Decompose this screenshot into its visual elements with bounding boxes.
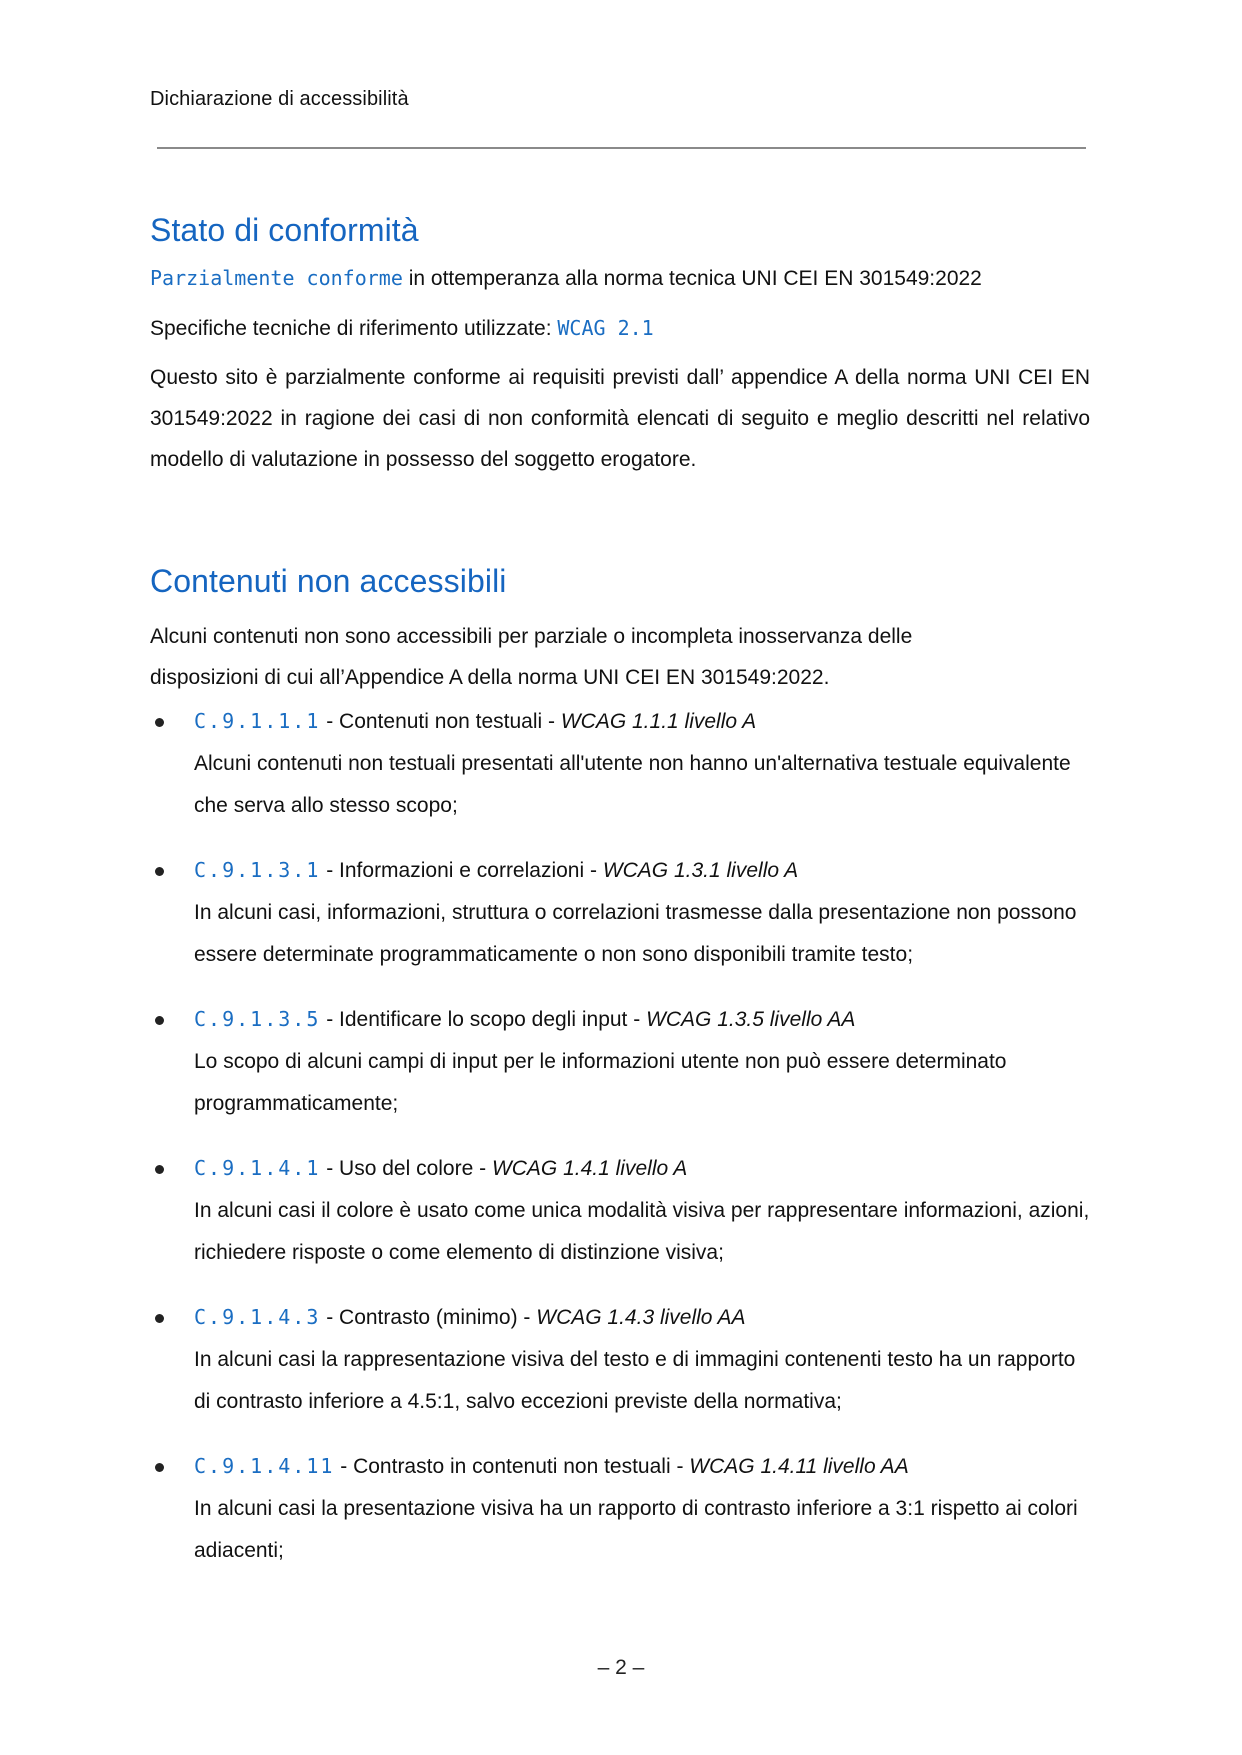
- item-code: C.9.1.3.5: [194, 1007, 321, 1031]
- item-code: C.9.1.3.1: [194, 858, 321, 882]
- conformity-description: Questo sito è parzialmente conforme ai requisiti previsti dall’ appendice A della norma UNI CEI EN 301549:2022 in ragione dei casi di non conformità elencati di seguito e meglio descritti nel relativo modello di valutazione in possesso del soggetto erogatore.: [150, 366, 1090, 471]
- page-number: – 2 –: [597, 1656, 645, 1679]
- item-name: - Informazioni e correlazioni -: [320, 859, 603, 882]
- item-name: - Contrasto in contenuti non testuali -: [334, 1455, 690, 1478]
- intro-line-1: Alcuni contenuti non sono accessibili per parziale o incompleta inosservanza delle: [150, 625, 913, 648]
- item-code: C.9.1.4.11: [194, 1454, 335, 1478]
- specs-label: Specifiche tecniche di riferimento utilizzate:: [150, 317, 558, 340]
- section-title-conformity: Stato di conformità: [150, 212, 419, 248]
- list-item: [150, 1147, 1090, 1274]
- item-code: C.9.1.4.3: [194, 1305, 321, 1329]
- item-description: In alcuni casi la rappresentazione visiva del testo e di immagini contenenti testo ha un rapporto di contrasto inferiore a 4.5:1, salvo eccezioni previste della normativa;: [194, 1348, 1076, 1413]
- item-description: In alcuni casi, informazioni, struttura o correlazioni trasmesse dalla presentazione non possono essere determinate programmaticamente o non sono disponibili tramite testo;: [194, 901, 1077, 966]
- intro-line-2: disposizioni di cui all’Appendice A della norma UNI CEI EN 301549:2022.: [150, 666, 830, 689]
- item-wcag: WCAG 1.4.1 livello A: [491, 1157, 688, 1180]
- bullet-icon: [155, 1016, 164, 1025]
- item-name: - Contenuti non testuali -: [320, 710, 561, 733]
- item-title: [194, 1455, 909, 1478]
- item-name: - Uso del colore -: [320, 1157, 492, 1180]
- item-wcag: WCAG 1.3.5 livello AA: [646, 1008, 856, 1031]
- conformity-status-suffix: in ottemperanza alla norma tecnica UNI CEI EN 301549:2022: [402, 267, 982, 290]
- item-name: - Contrasto (minimo) -: [320, 1306, 537, 1329]
- specs-value: WCAG 2.1: [557, 316, 654, 340]
- item-title: [194, 1306, 746, 1329]
- non-accessible-intro: [150, 616, 1090, 698]
- item-wcag: WCAG 1.4.11 livello AA: [689, 1455, 909, 1478]
- bullet-icon: [155, 867, 164, 876]
- running-header: Dichiarazione di accessibilità: [150, 88, 409, 110]
- item-title: [194, 710, 756, 733]
- item-wcag: WCAG 1.4.3 livello AA: [536, 1306, 746, 1329]
- section-title-non-accessible: Contenuti non accessibili: [150, 563, 507, 599]
- item-code: C.9.1.1.1: [194, 709, 321, 733]
- item-description: In alcuni casi il colore è usato come unica modalità visiva per rappresentare informazioni, azioni, richiedere risposte o come elemento di distinzione visiva;: [194, 1199, 1090, 1264]
- list-item: [150, 1296, 1090, 1423]
- bullet-icon: [155, 1165, 164, 1174]
- conformity-status-value: Parzialmente conforme: [150, 266, 403, 290]
- item-wcag: WCAG 1.1.1 livello A: [560, 710, 757, 733]
- item-description: Lo scopo di alcuni campi di input per le informazioni utente non può essere determinato programmaticamente;: [194, 1050, 1007, 1115]
- list-item: [150, 849, 1090, 976]
- item-description: In alcuni casi la presentazione visiva ha un rapporto di contrasto inferiore a 3:1 rispetto ai colori adiacenti;: [194, 1497, 1078, 1562]
- item-description: Alcuni contenuti non testuali presentati all'utente non hanno un'alternativa testuale equivalente che serva allo stesso scopo;: [194, 752, 1071, 817]
- item-wcag: WCAG 1.3.1 livello A: [602, 859, 799, 882]
- item-title: [194, 1008, 855, 1031]
- bullet-icon: [155, 1463, 164, 1472]
- list-item: [150, 1445, 1090, 1572]
- item-title: [194, 1157, 687, 1180]
- non-conformity-list: [150, 700, 1090, 1594]
- item-code: C.9.1.4.1: [194, 1156, 321, 1180]
- conformity-status-line: [150, 257, 982, 300]
- list-item: [150, 700, 1090, 827]
- header-divider: [157, 147, 1086, 149]
- bullet-icon: [155, 718, 164, 727]
- specs-line: [150, 307, 654, 350]
- item-name: - Identificare lo scopo degli input -: [320, 1008, 647, 1031]
- list-item: [150, 998, 1090, 1125]
- bullet-icon: [155, 1314, 164, 1323]
- item-title: [194, 859, 798, 882]
